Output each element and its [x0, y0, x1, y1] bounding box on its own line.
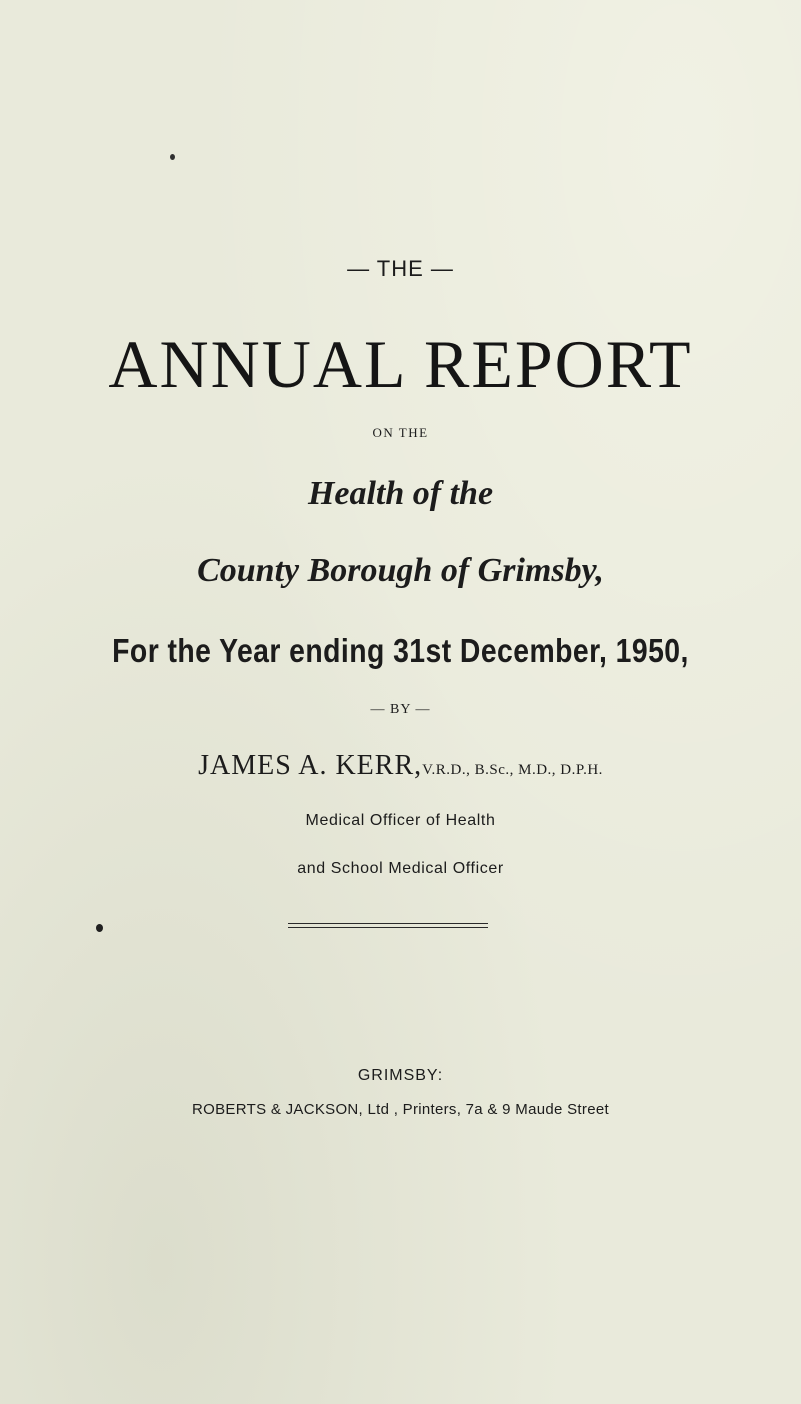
main-title: ANNUAL REPORT [108, 326, 693, 402]
report-period: For the Year ending 31st December, 1950, [112, 632, 689, 669]
author-role-1: Medical Officer of Health [305, 812, 496, 829]
author-line [0, 750, 801, 782]
ink-speck [170, 154, 175, 160]
publisher-details: ROBERTS & JACKSON, Ltd , Printers, 7a & 9 Maude Street [192, 1101, 609, 1118]
divider-rule-top [288, 923, 488, 924]
author-role-2: and School Medical Officer [297, 860, 504, 877]
the-heading: — THE — [347, 256, 454, 281]
by-label: — BY — [370, 702, 431, 717]
subject-line-1: Health of the [307, 475, 494, 512]
on-the-label: ON THE [372, 425, 429, 440]
author-qualifications: V.R.D., B.Sc., M.D., D.P.H. [422, 762, 603, 778]
author-name: JAMES A. KERR, [198, 750, 423, 781]
subject-line-2: County Borough of Grimsby, [197, 552, 604, 589]
bullet-dot [96, 924, 103, 932]
publisher-city: GRIMSBY: [357, 1067, 444, 1084]
divider-rule-bottom [288, 927, 488, 928]
